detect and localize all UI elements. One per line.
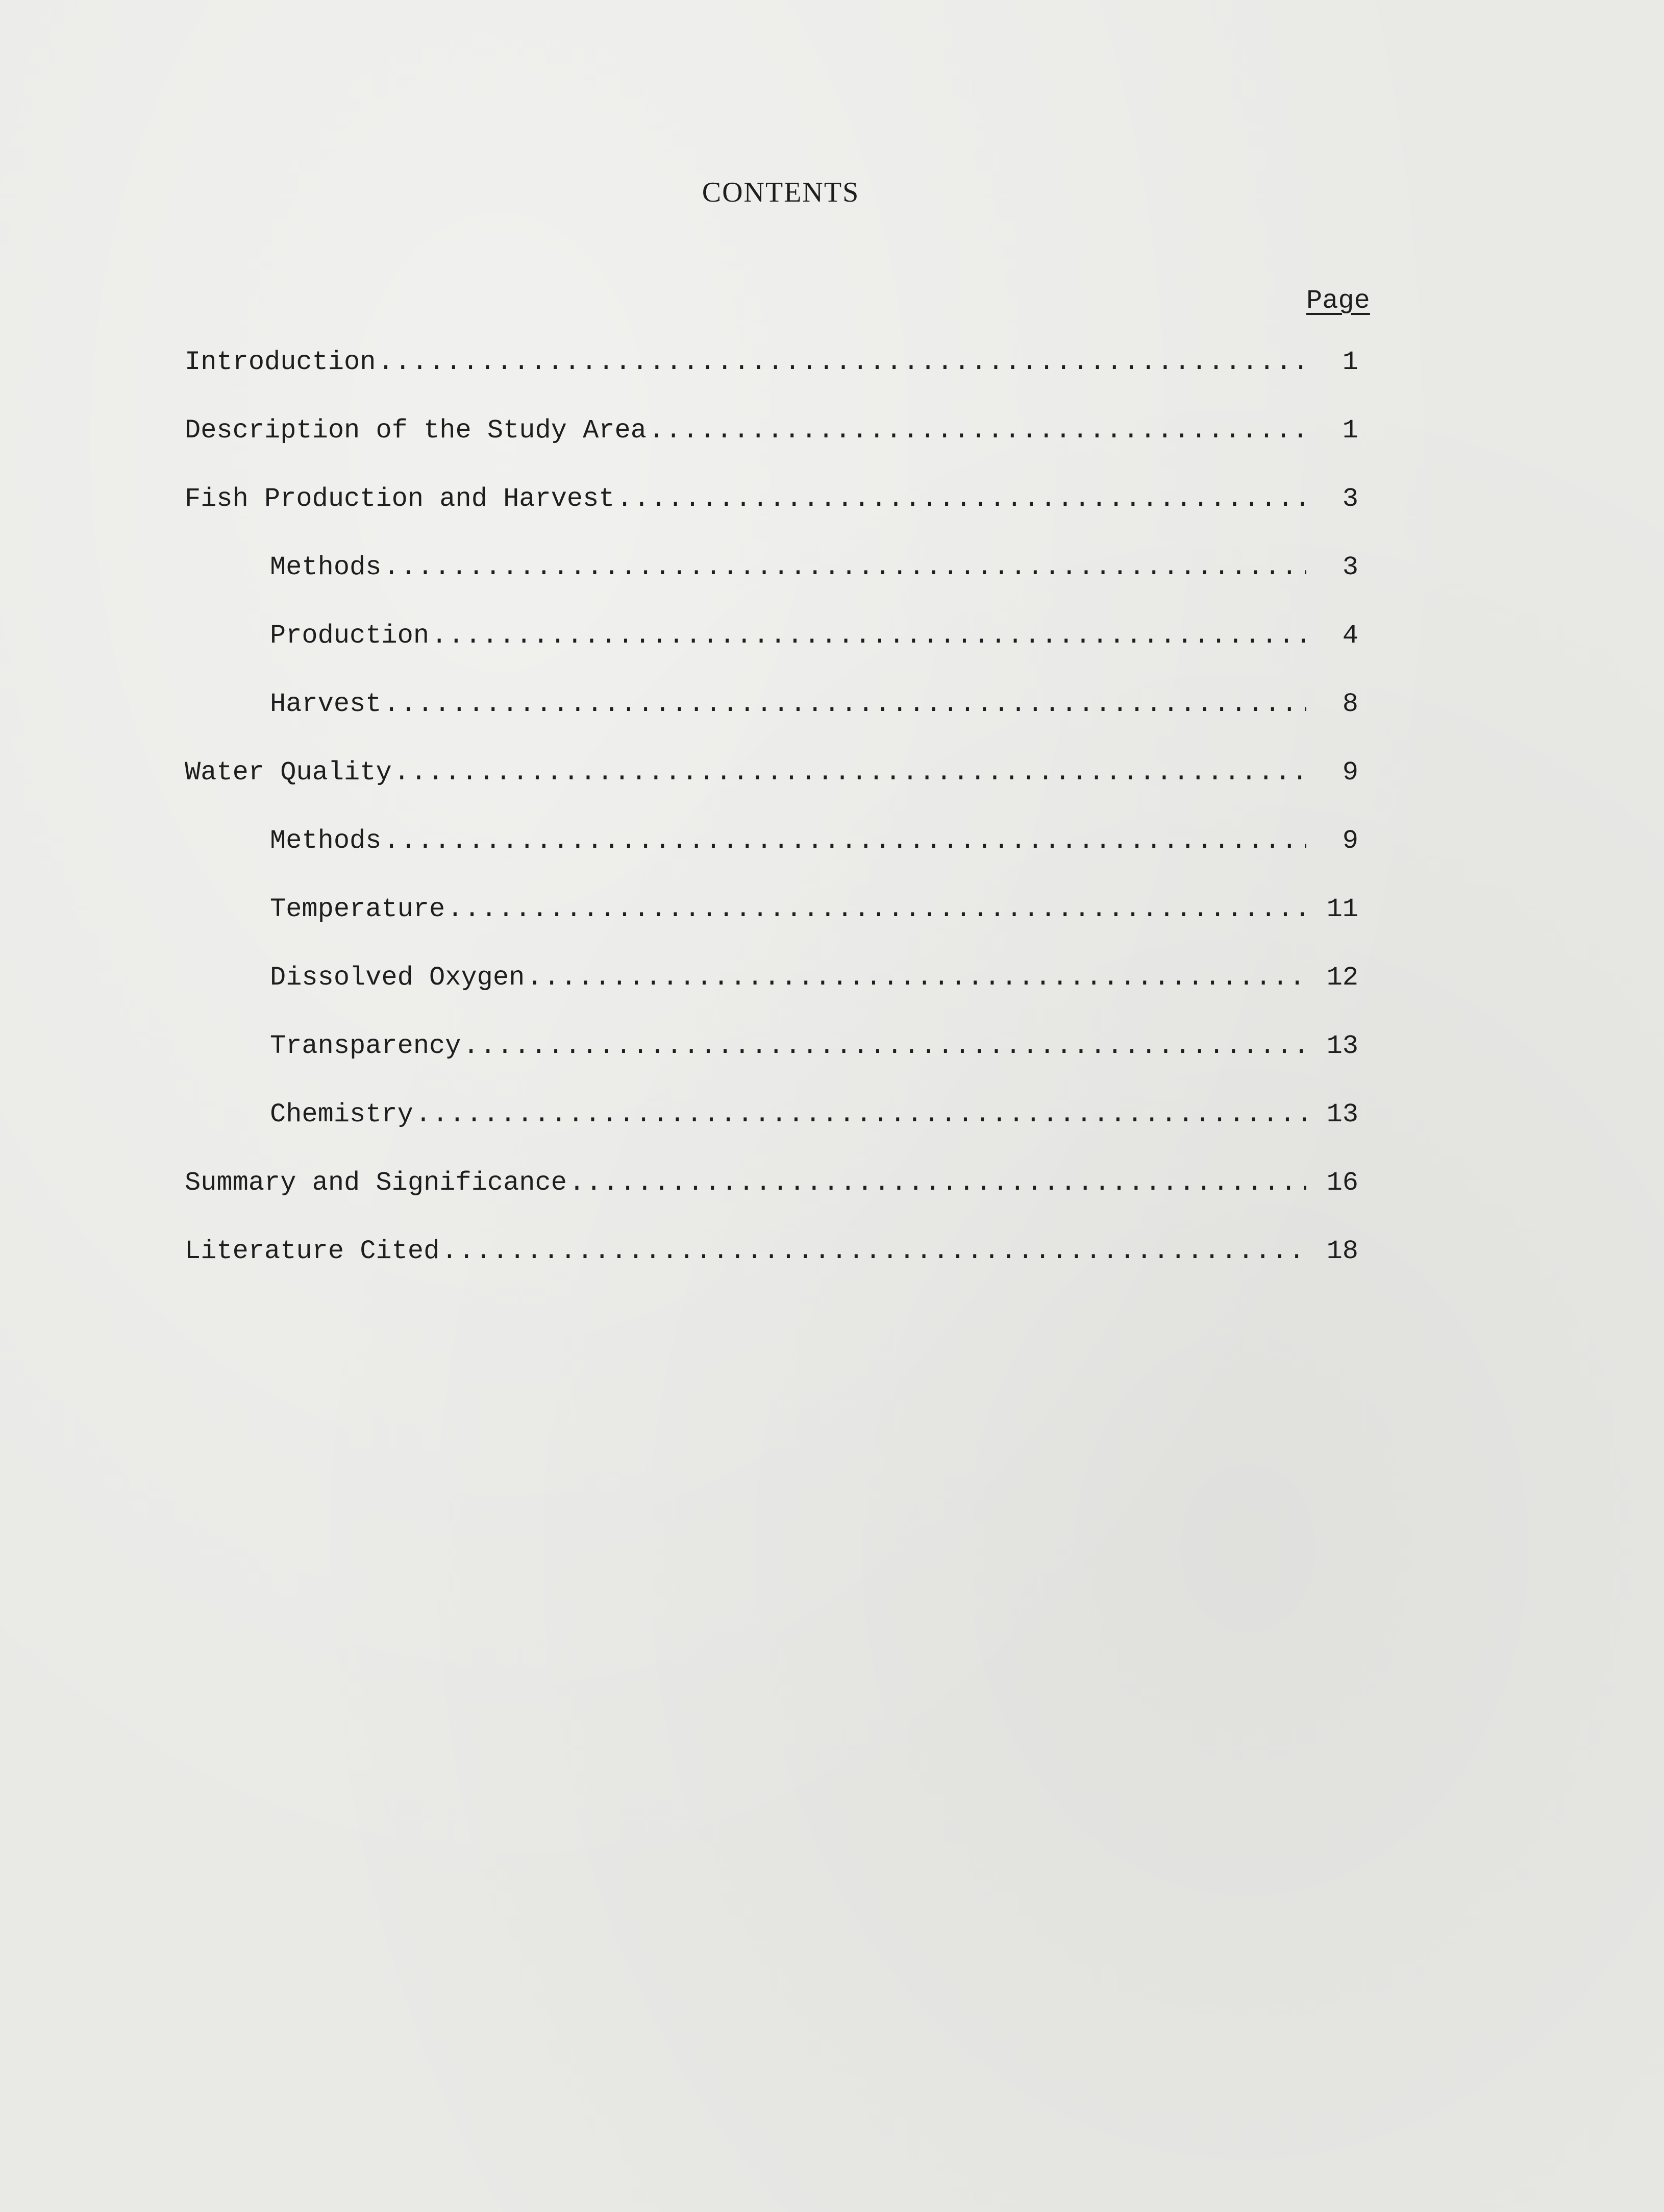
dot-leader	[383, 689, 1306, 719]
toc-entry-title: Description of the Study Area	[185, 415, 647, 446]
dot-leader	[649, 415, 1306, 446]
table-of-contents	[185, 347, 1358, 1305]
toc-entry[interactable]	[185, 1236, 1358, 1305]
toc-entry-title: Temperature	[270, 894, 445, 924]
dot-leader	[447, 894, 1306, 924]
dot-leader	[394, 757, 1306, 788]
toc-entry[interactable]	[185, 552, 1358, 621]
toc-entry-title: Fish Production and Harvest	[185, 484, 615, 514]
toc-entry-page: 16	[1326, 1168, 1358, 1198]
dot-leader	[617, 484, 1306, 514]
toc-entry[interactable]	[185, 1099, 1358, 1168]
toc-entry-page: 9	[1342, 826, 1358, 856]
toc-entry-page: 3	[1342, 484, 1358, 514]
toc-entry[interactable]	[185, 826, 1358, 894]
dot-leader	[415, 1099, 1306, 1129]
toc-entry[interactable]	[185, 415, 1358, 484]
toc-entry-title: Methods	[270, 552, 382, 582]
toc-entry-page: 1	[1342, 347, 1358, 377]
toc-entry-title: Harvest	[270, 689, 382, 719]
dot-leader	[378, 347, 1306, 377]
toc-entry-page: 8	[1342, 689, 1358, 719]
dot-leader	[383, 552, 1306, 582]
toc-entry[interactable]	[185, 894, 1358, 963]
toc-entry-page: 3	[1342, 552, 1358, 582]
toc-entry-page: 18	[1326, 1236, 1358, 1266]
toc-entry-title: Transparency	[270, 1031, 461, 1061]
dot-leader	[463, 1031, 1306, 1061]
toc-entry-title: Summary and Significance	[185, 1168, 567, 1198]
toc-entry[interactable]	[185, 963, 1358, 1031]
toc-entry-page: 13	[1326, 1099, 1358, 1129]
toc-entry[interactable]	[185, 484, 1358, 552]
toc-entry-title: Production	[270, 621, 430, 651]
toc-entry-page: 9	[1342, 757, 1358, 788]
toc-entry-title: Chemistry	[270, 1099, 413, 1129]
toc-entry-title: Dissolved Oxygen	[270, 963, 525, 993]
toc-entry[interactable]	[185, 689, 1358, 757]
dot-leader	[569, 1168, 1306, 1198]
contents-heading: CONTENTS	[702, 177, 860, 208]
toc-entry[interactable]	[185, 621, 1358, 689]
dot-leader	[383, 826, 1306, 856]
dot-leader	[431, 621, 1306, 651]
dot-leader	[527, 963, 1306, 993]
page-column-label: Page	[1306, 286, 1370, 316]
toc-entry-title: Water Quality	[185, 757, 392, 788]
toc-entry-title: Literature Cited	[185, 1236, 440, 1266]
toc-entry[interactable]	[185, 347, 1358, 415]
toc-entry-page: 1	[1342, 415, 1358, 446]
toc-entry[interactable]	[185, 1168, 1358, 1236]
toc-entry-page: 12	[1326, 963, 1358, 993]
toc-entry[interactable]	[185, 1031, 1358, 1099]
toc-entry[interactable]	[185, 757, 1358, 826]
toc-entry-page: 4	[1342, 621, 1358, 651]
toc-entry-title: Introduction	[185, 347, 376, 377]
dot-leader	[441, 1236, 1306, 1266]
toc-entry-page: 13	[1326, 1031, 1358, 1061]
toc-entry-page: 11	[1326, 894, 1358, 924]
toc-entry-title: Methods	[270, 826, 382, 856]
